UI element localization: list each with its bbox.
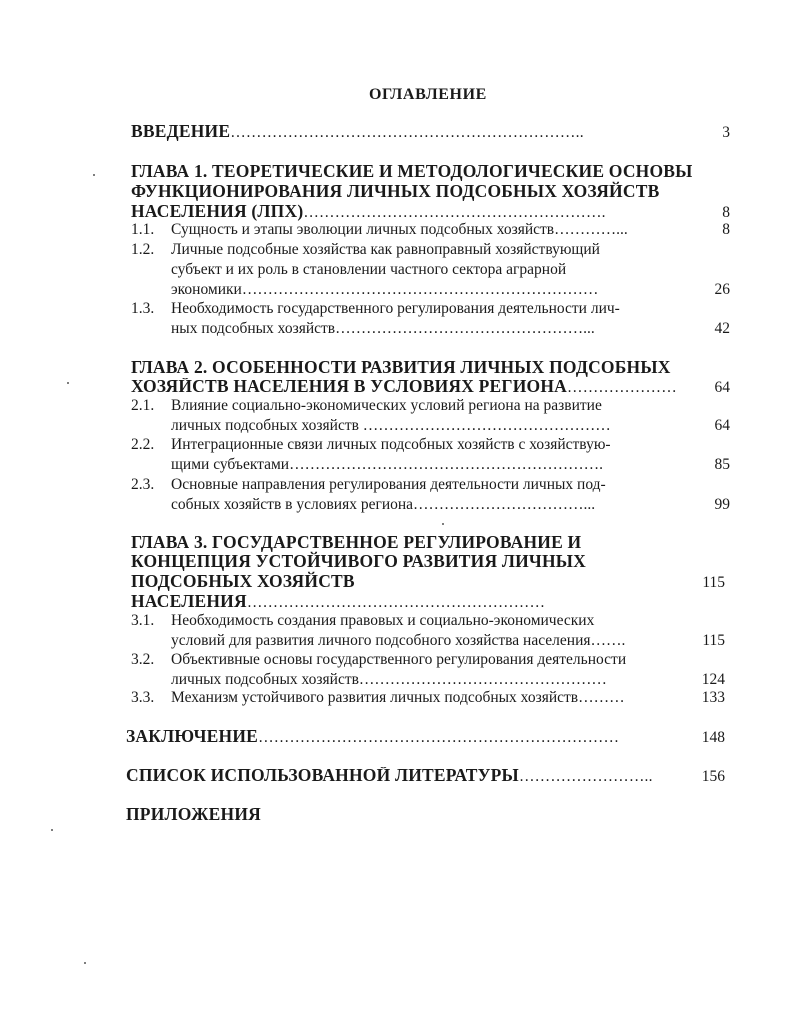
ch2-s2-page: 85 — [714, 456, 730, 473]
toc-literature-page: 156 — [701, 768, 725, 785]
ch3-s2-line2: личных подсобных хозяйств………………………………………… — [171, 672, 607, 688]
ch2-s2-number: 2.2. — [131, 436, 155, 453]
ch1-s1-number: 1.1. — [131, 221, 155, 238]
ch2-page: 64 — [714, 379, 730, 396]
toc-intro — [131, 123, 686, 141]
scan-speck — [93, 174, 95, 176]
ch1-s2-line1: Личные подсобные хозяйства как равноправный хозяйствующий — [171, 241, 600, 258]
ch2-s3-number: 2.3. — [131, 476, 155, 493]
ch3-s3-number: 3.3. — [131, 689, 155, 706]
ch3-s3-page: 133 — [701, 689, 725, 706]
ch1-heading-text: НАСЕЛЕНИЯ (ЛПХ) — [131, 203, 304, 221]
scan-speck — [84, 962, 86, 964]
ch2-heading-line2 — [131, 378, 686, 396]
ch2-s1-line1: Влияние социально-экономических условий региона на развитие — [171, 397, 602, 414]
ch3-heading-line3: ПОДСОБНЫХ ХОЗЯЙСТВ — [131, 571, 355, 591]
toc-appendix: ПРИЛОЖЕНИЯ — [126, 804, 261, 824]
ch2-s3-page: 99 — [714, 496, 730, 513]
ch1-heading-line3 — [131, 203, 686, 221]
leader-dots: …………………….. — [518, 768, 653, 785]
ch1-s2-line3: экономики…………………………………………………………… — [171, 282, 599, 298]
ch3-s2-page: 124 — [701, 671, 725, 688]
ch3-heading-text: НАСЕЛЕНИЯ — [131, 593, 247, 611]
ch1-s2-page: 26 — [714, 281, 730, 298]
ch1-s1-text: Сущность и этапы эволюции личных подсобных хозяйств…………... — [171, 222, 628, 238]
ch1-s2-number: 1.2. — [131, 241, 155, 258]
ch1-s3-line2: ных подсобных хозяйств…………………………………………... — [171, 321, 595, 337]
ch2-s1-number: 2.1. — [131, 397, 155, 414]
page-title: ОГЛАВЛЕНИЕ — [369, 86, 487, 103]
ch2-heading-text: ХОЗЯЙСТВ НАСЕЛЕНИЯ В УСЛОВИЯХ РЕГИОНА — [131, 378, 567, 396]
ch2-s2-line2: щими субъектами……………………………………………………. — [171, 457, 603, 473]
ch2-s3-line1: Основные направления регулирования деятельности личных под- — [171, 476, 606, 493]
ch3-s1-page: 115 — [702, 632, 725, 649]
ch1-s3-line1: Необходимость государственного регулирования деятельности лич- — [171, 300, 620, 317]
ch3-heading-line2: КОНЦЕПЦИЯ УСТОЙЧИВОГО РАЗВИТИЯ ЛИЧНЫХ — [131, 551, 586, 571]
ch2-s3-line2: собных хозяйств в условиях региона……………………………... — [171, 497, 596, 513]
ch1-heading-line2: ФУНКЦИОНИРОВАНИЯ ЛИЧНЫХ ПОДСОБНЫХ ХОЗЯЙСТВ — [131, 181, 660, 201]
leader-dots: ………………………………………………… — [246, 594, 546, 611]
ch3-page: 115 — [702, 574, 725, 591]
scan-speck — [442, 523, 444, 525]
toc-conclusion-page: 148 — [701, 729, 725, 746]
toc-literature-label: СПИСОК ИСПОЛЬЗОВАННОЙ ЛИТЕРАТУРЫ — [126, 767, 519, 785]
leader-dots: ………………… — [567, 379, 677, 396]
toc-intro-page: 3 — [722, 124, 730, 141]
leader-dots: …………………………………………………………… — [258, 729, 620, 746]
ch1-s3-page: 42 — [714, 320, 730, 337]
scan-speck — [67, 382, 69, 384]
toc-conclusion-label: ЗАКЛЮЧЕНИЕ — [126, 728, 259, 746]
ch3-s2-line1: Объективные основы государственного регулирования деятельности — [171, 651, 627, 668]
ch2-s1-line2: личных подсобных хозяйств ………………………………………… — [171, 418, 611, 434]
leader-dots: ………………………………………………………….. — [230, 124, 584, 141]
ch3-s2-number: 3.2. — [131, 651, 155, 668]
ch3-s1-line2: условий для развития личного подсобного хозяйства населения……. — [171, 633, 626, 649]
scan-speck — [51, 829, 53, 831]
ch1-s2-line2: субъект и их роль в становлении частного сектора аграрной — [171, 261, 567, 278]
ch1-s3-number: 1.3. — [131, 300, 155, 317]
ch2-s2-line1: Интеграционные связи личных подсобных хозяйств с хозяйствую- — [171, 436, 611, 453]
ch3-s1-number: 3.1. — [131, 612, 155, 629]
ch3-s3-text: Механизм устойчивого развития личных подсобных хозяйств……… — [171, 690, 625, 706]
ch3-heading-line4 — [131, 593, 606, 611]
ch1-heading-line1: ГЛАВА 1. ТЕОРЕТИЧЕСКИЕ И МЕТОДОЛОГИЧЕСКИЕ ОСНОВЫ — [131, 161, 693, 181]
toc-conclusion — [126, 728, 681, 746]
leader-dots: …………………………………………………. — [303, 204, 606, 221]
ch2-s1-page: 64 — [714, 417, 730, 434]
toc-intro-label: ВВЕДЕНИЕ — [131, 123, 231, 141]
ch1-page: 8 — [722, 204, 730, 221]
ch3-heading-line1: ГЛАВА 3. ГОСУДАРСТВЕННОЕ РЕГУЛИРОВАНИЕ И — [131, 532, 582, 552]
ch3-s1-line1: Необходимость создания правовых и социально-экономических — [171, 612, 595, 629]
toc-literature — [126, 767, 681, 785]
ch2-heading-line1: ГЛАВА 2. ОСОБЕННОСТИ РАЗВИТИЯ ЛИЧНЫХ ПОДСОБНЫХ — [131, 357, 671, 377]
ch1-s1-page: 8 — [722, 221, 730, 238]
